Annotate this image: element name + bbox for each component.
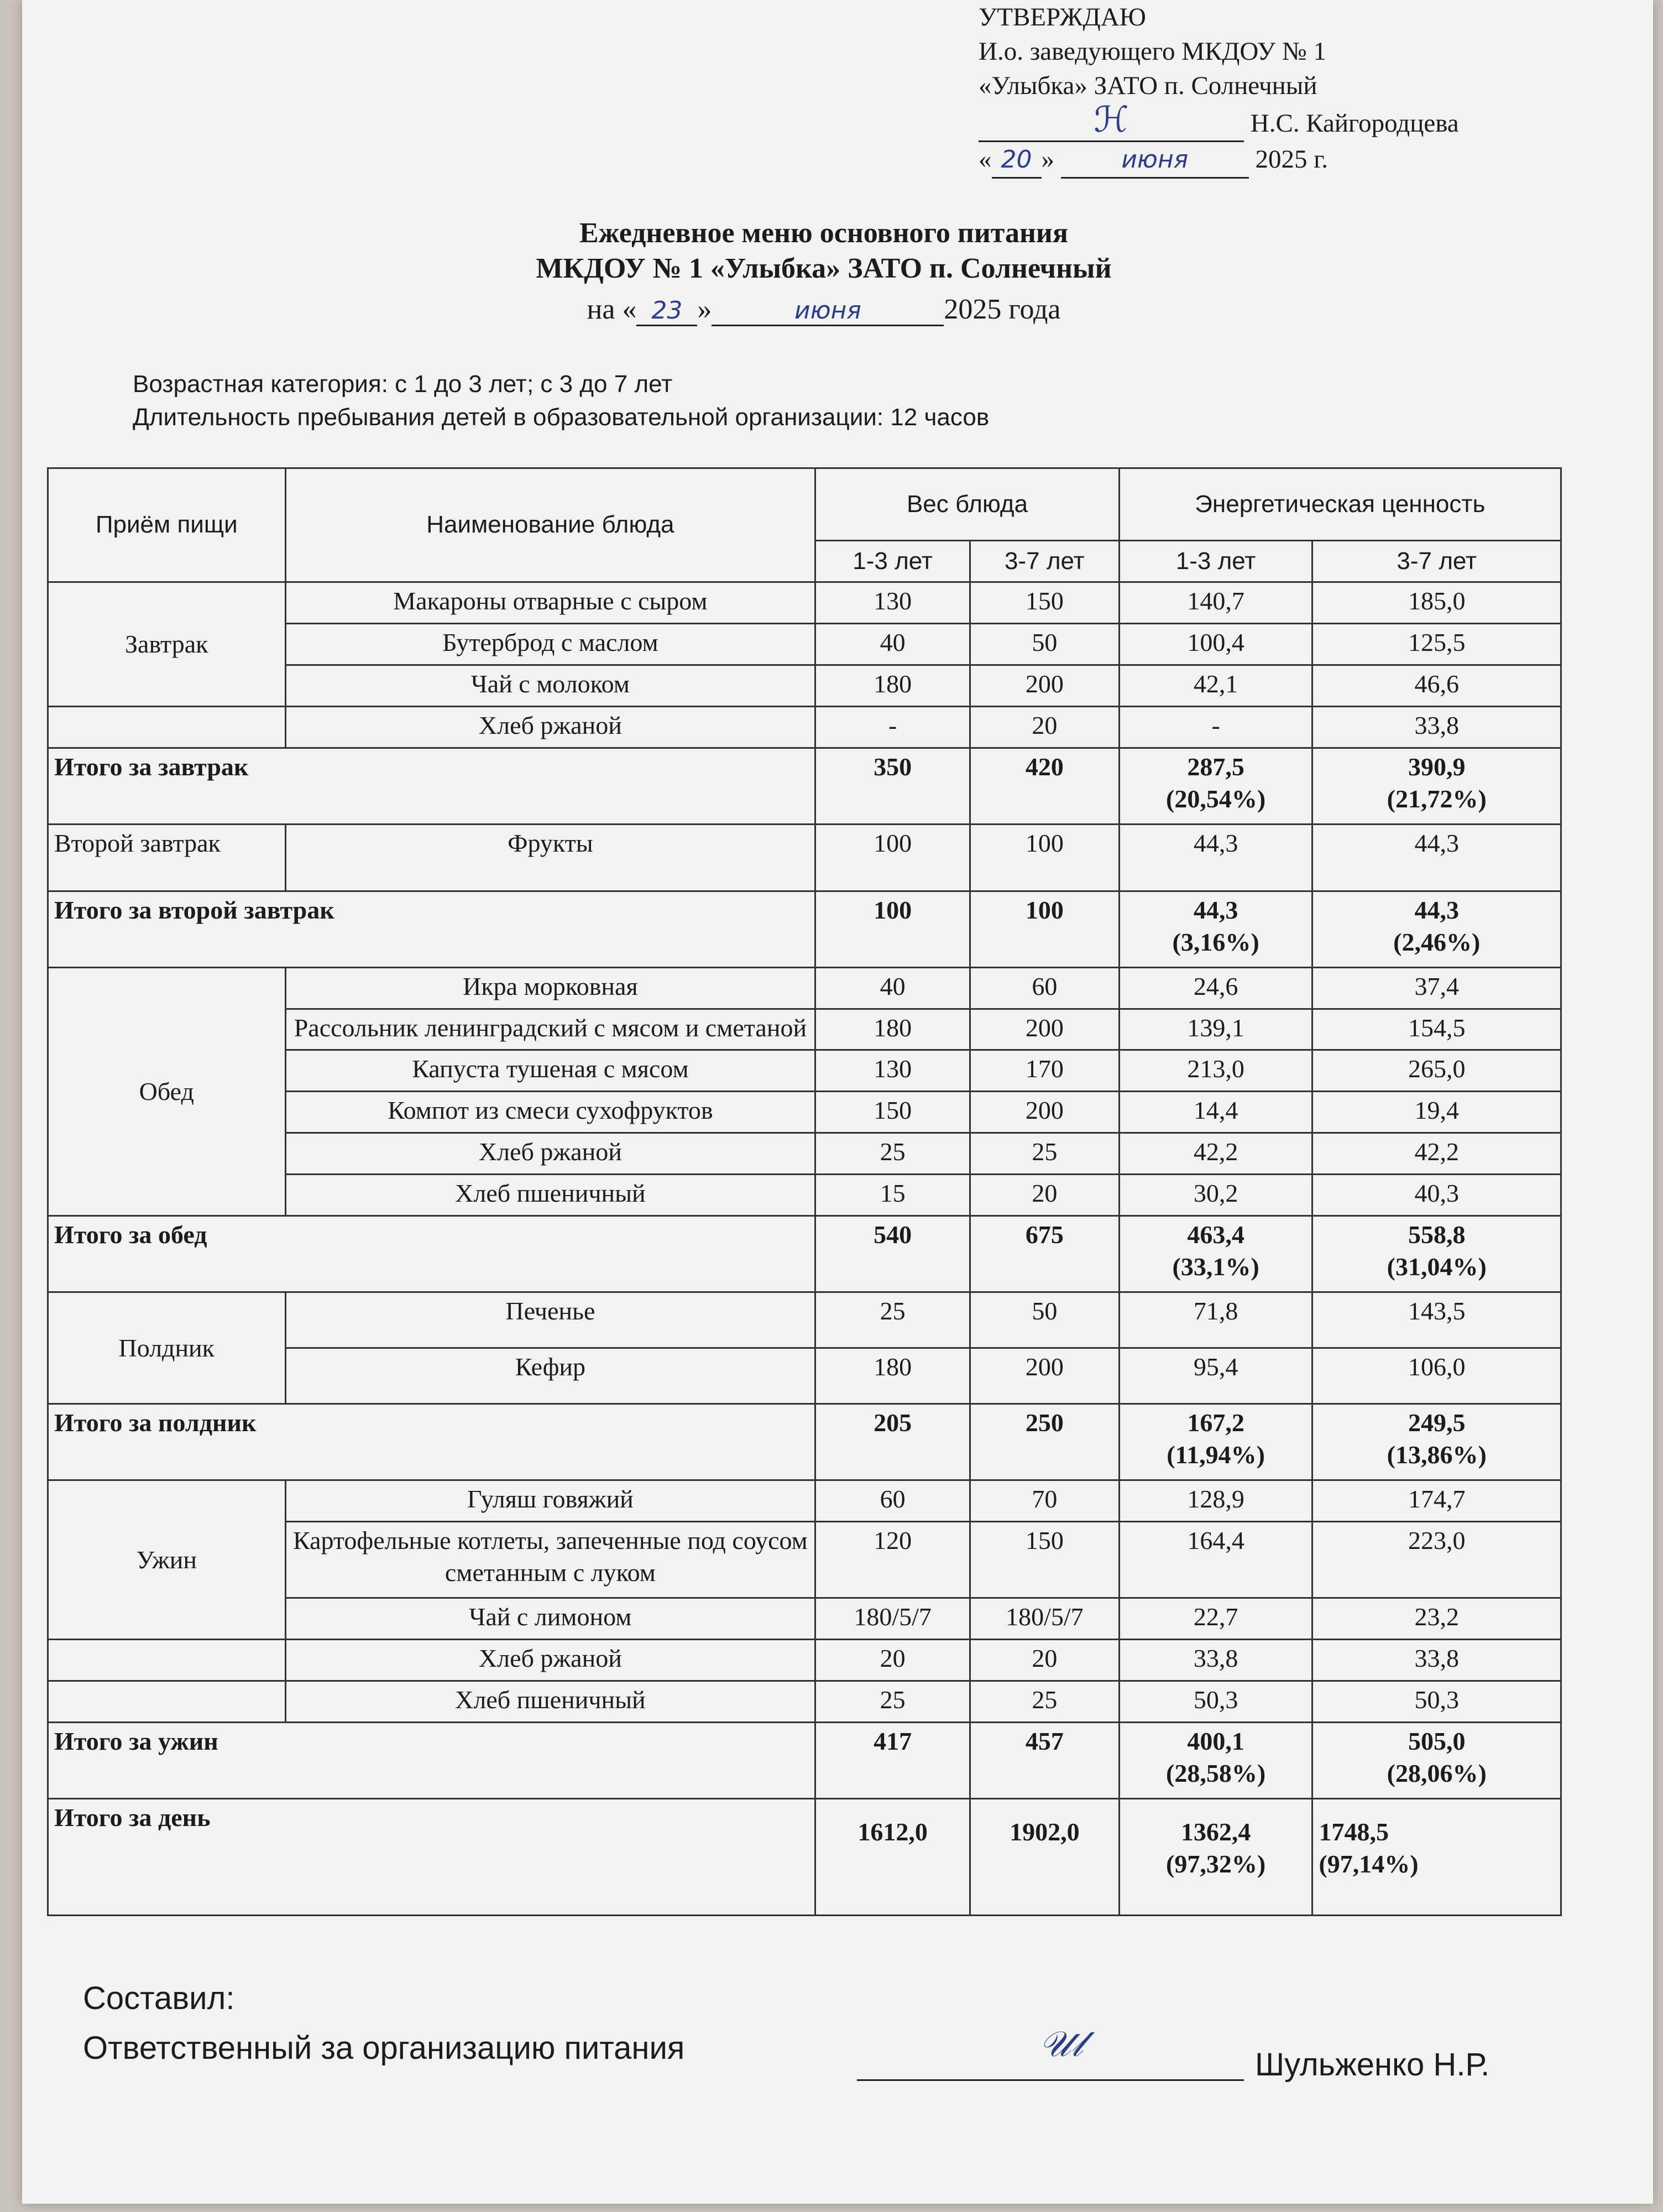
weight-3-7: 150	[970, 1522, 1119, 1598]
weight-1-3: 150	[815, 1092, 970, 1133]
energy-3-7: 174,7	[1312, 1480, 1561, 1522]
total-energy-value: 44,3	[1193, 895, 1238, 924]
total-label: Итого за полдник	[48, 1404, 815, 1480]
meal-breakfast: Завтрак	[48, 582, 286, 706]
energy-3-7: 265,0	[1312, 1050, 1561, 1092]
energy-1-3: 30,2	[1119, 1175, 1312, 1216]
total-energy-value: 390,9	[1408, 752, 1466, 781]
energy-1-3: 213,0	[1119, 1050, 1312, 1092]
total-label: Итого за второй завтрак	[48, 891, 815, 967]
snack-total-row	[48, 1404, 1561, 1480]
weight-1-3: 25	[815, 1292, 970, 1348]
energy-3-7: 185,0	[1312, 582, 1561, 623]
total-weight-3-7: 457	[970, 1722, 1119, 1798]
col-weight-header: Вес блюда	[815, 468, 1120, 541]
menu-date	[22, 293, 1625, 326]
approval-day: 20	[992, 143, 1042, 179]
dish-name: Компот из смеси сухофруктов	[285, 1092, 815, 1133]
dish-name: Чай с молоком	[285, 665, 815, 706]
approval-signature-field	[979, 100, 1244, 142]
energy-3-7: 143,5	[1312, 1292, 1561, 1348]
total-weight-1-3: 350	[815, 748, 970, 824]
approval-block	[979, 0, 1531, 179]
total-energy-value: 1362,4	[1180, 1818, 1251, 1846]
total-energy-percent: (31,04%)	[1387, 1253, 1487, 1281]
menu-date-mid: »	[697, 294, 712, 325]
energy-3-7: 19,4	[1312, 1092, 1561, 1133]
empty-meal-cell	[48, 706, 286, 748]
total-energy-percent: (21,72%)	[1387, 784, 1487, 813]
stay-duration: Длительность пребывания детей в образовательной организации: 12 часов	[133, 404, 990, 431]
energy-3-7: 33,8	[1312, 1639, 1561, 1681]
total-energy-3-7	[1312, 748, 1561, 824]
weight-1-3: 20	[815, 1639, 970, 1681]
weight-1-3-header: 1-3 лет	[815, 541, 970, 582]
approval-position-2: «Улыбка» ЗАТО п. Солнечный	[979, 71, 1317, 100]
weight-3-7: 180/5/7	[970, 1598, 1119, 1640]
total-energy-value: 249,5	[1408, 1408, 1466, 1437]
energy-1-3: 33,8	[1119, 1639, 1312, 1681]
approval-heading: УТВЕРЖДАЮ	[979, 3, 1146, 32]
energy-3-7: 44,3	[1312, 824, 1561, 891]
empty-meal-cell	[48, 1639, 286, 1681]
approval-signature-line	[979, 100, 1531, 142]
dish-name: Рассольник ленинградский с мясом и сметаной	[285, 1009, 815, 1050]
energy-1-3: 42,1	[1119, 665, 1312, 706]
energy-1-3: 50,3	[1119, 1681, 1312, 1722]
meal-lunch: Обед	[48, 967, 286, 1216]
weight-3-7: 70	[970, 1480, 1119, 1522]
menu-date-suffix: 2025 года	[944, 294, 1061, 325]
total-energy-percent: (3,16%)	[1172, 927, 1259, 956]
energy-1-3: 140,7	[1119, 582, 1312, 623]
total-energy-value: 463,4	[1187, 1220, 1244, 1249]
approval-signatory: Н.С. Кайгородцева	[1250, 109, 1459, 138]
weight-3-7: 20	[970, 706, 1119, 748]
menu-table	[47, 467, 1562, 1916]
breakfast-total-row	[48, 748, 1561, 824]
energy-1-3: -	[1119, 706, 1312, 748]
approval-signature-mark: ℋ	[1094, 100, 1129, 140]
weight-3-7: 100	[970, 824, 1119, 891]
dinner-total-row	[48, 1722, 1561, 1798]
weight-1-3: 180/5/7	[815, 1598, 970, 1640]
total-energy-value: 505,0	[1408, 1726, 1466, 1755]
table-row	[48, 706, 1561, 748]
total-label: Итого за обед	[48, 1216, 815, 1292]
second-breakfast-total-row	[48, 891, 1561, 967]
weight-1-3: 15	[815, 1175, 970, 1216]
weight-3-7: 50	[970, 623, 1119, 665]
weight-3-7: 20	[970, 1639, 1119, 1681]
energy-3-7-header: 3-7 лет	[1312, 541, 1561, 582]
menu-date-day: 23	[636, 296, 697, 326]
approval-position-1: И.о. заведующего МКДОУ № 1	[979, 37, 1326, 66]
dish-name: Картофельные котлеты, запеченные под соусом сметанным с луком	[285, 1522, 815, 1598]
table-row	[48, 582, 1561, 623]
table-row	[48, 1681, 1561, 1722]
energy-1-3: 44,3	[1119, 824, 1312, 891]
dish-name: Хлеб ржаной	[285, 1639, 815, 1681]
age-category: Возрастная категория: с 1 до 3 лет; с 3 до 7 лет	[133, 371, 673, 398]
weight-1-3: 130	[815, 1050, 970, 1092]
energy-3-7: 40,3	[1312, 1175, 1561, 1216]
total-energy-percent: (97,32%)	[1166, 1850, 1266, 1878]
lunch-total-row	[48, 1216, 1561, 1292]
col-meal-header: Приём пищи	[48, 468, 286, 582]
weight-1-3: 25	[815, 1133, 970, 1175]
energy-1-3: 164,4	[1119, 1522, 1312, 1598]
signature-mark: 𝒰𝓁	[1039, 2024, 1083, 2065]
table-row	[48, 1639, 1561, 1681]
weight-3-7: 60	[970, 967, 1119, 1009]
energy-1-3: 42,2	[1119, 1133, 1312, 1175]
weight-3-7: 200	[970, 665, 1119, 706]
responsible-name: Шульженко Н.Р.	[1255, 2047, 1490, 2083]
total-energy-3-7	[1312, 1799, 1561, 1916]
total-energy-3-7	[1312, 891, 1561, 967]
weight-3-7: 170	[970, 1050, 1119, 1092]
weight-3-7: 25	[970, 1133, 1119, 1175]
table-row	[48, 1292, 1561, 1348]
dish-name: Бутерброд с маслом	[285, 623, 815, 665]
energy-1-3: 100,4	[1119, 623, 1312, 665]
total-energy-value: 1748,5	[1319, 1818, 1389, 1846]
col-energy-header: Энергетическая ценность	[1119, 468, 1561, 541]
dish-name: Кефир	[285, 1348, 815, 1404]
energy-3-7: 154,5	[1312, 1009, 1561, 1050]
energy-3-7: 46,6	[1312, 665, 1561, 706]
total-weight-1-3: 205	[815, 1404, 970, 1480]
compiled-by-label: Составил:	[83, 1980, 235, 2016]
approval-date	[979, 142, 1531, 179]
energy-1-3: 22,7	[1119, 1598, 1312, 1640]
weight-1-3: 40	[815, 623, 970, 665]
dish-name: Фрукты	[285, 824, 815, 891]
total-energy-1-3	[1119, 1722, 1312, 1798]
total-energy-percent: (13,86%)	[1387, 1441, 1487, 1469]
energy-3-7: 223,0	[1312, 1522, 1561, 1598]
energy-1-3: 14,4	[1119, 1092, 1312, 1133]
document-title-1: Ежедневное меню основного питания	[579, 217, 1069, 249]
total-energy-percent: (2,46%)	[1393, 927, 1481, 956]
energy-3-7: 37,4	[1312, 967, 1561, 1009]
total-weight-1-3: 1612,0	[815, 1799, 970, 1916]
table-row	[48, 1480, 1561, 1522]
total-weight-3-7: 100	[970, 891, 1119, 967]
signature-line	[857, 2024, 1244, 2081]
weight-3-7: 25	[970, 1681, 1119, 1722]
empty-meal-cell	[48, 1681, 286, 1722]
weight-3-7: 150	[970, 582, 1119, 623]
total-energy-3-7	[1312, 1404, 1561, 1480]
total-energy-3-7	[1312, 1722, 1561, 1798]
total-energy-value: 44,3	[1414, 895, 1459, 924]
document-sheet	[22, 0, 1653, 2204]
dish-name: Печенье	[285, 1292, 815, 1348]
total-energy-value: 287,5	[1187, 752, 1244, 781]
approval-day-open: «	[979, 145, 992, 174]
approval-year: 2025 г.	[1255, 145, 1328, 174]
dish-name: Икра морковная	[285, 967, 815, 1009]
meal-second-breakfast: Второй завтрак	[48, 824, 286, 891]
total-energy-1-3	[1119, 1216, 1312, 1292]
total-energy-percent: (33,1%)	[1172, 1253, 1259, 1281]
dish-name: Гуляш говяжий	[285, 1480, 815, 1522]
total-weight-1-3: 540	[815, 1216, 970, 1292]
total-label: Итого за ужин	[48, 1722, 815, 1798]
total-energy-1-3	[1119, 891, 1312, 967]
total-weight-3-7: 1902,0	[970, 1799, 1119, 1916]
weight-1-3: 120	[815, 1522, 970, 1598]
dish-name: Чай с лимоном	[285, 1598, 815, 1640]
total-energy-1-3	[1119, 748, 1312, 824]
weight-1-3: 25	[815, 1681, 970, 1722]
energy-1-3-header: 1-3 лет	[1119, 541, 1312, 582]
table-row	[48, 824, 1561, 891]
table-header-row	[48, 468, 1561, 541]
energy-3-7: 33,8	[1312, 706, 1561, 748]
total-energy-percent: (11,94%)	[1167, 1441, 1265, 1469]
menu-date-prefix: на «	[587, 294, 637, 325]
weight-1-3: 180	[815, 665, 970, 706]
dish-name: Макароны отварные с сыром	[285, 582, 815, 623]
total-weight-1-3: 417	[815, 1722, 970, 1798]
energy-1-3: 128,9	[1119, 1480, 1312, 1522]
total-weight-1-3: 100	[815, 891, 970, 967]
total-label: Итого за завтрак	[48, 748, 815, 824]
total-energy-percent: (97,14%)	[1319, 1850, 1419, 1878]
weight-3-7: 200	[970, 1092, 1119, 1133]
weight-1-3: 130	[815, 582, 970, 623]
energy-3-7: 23,2	[1312, 1598, 1561, 1640]
weight-1-3: 180	[815, 1009, 970, 1050]
table-row	[48, 967, 1561, 1009]
dish-name: Хлеб ржаной	[285, 1133, 815, 1175]
dish-name: Капуста тушеная с мясом	[285, 1050, 815, 1092]
meal-dinner: Ужин	[48, 1480, 286, 1640]
weight-1-3: 60	[815, 1480, 970, 1522]
weight-1-3: 40	[815, 967, 970, 1009]
dish-name: Хлеб пшеничный	[285, 1681, 815, 1722]
energy-3-7: 42,2	[1312, 1133, 1561, 1175]
weight-1-3: -	[815, 706, 970, 748]
weight-1-3: 100	[815, 824, 970, 891]
total-energy-value: 558,8	[1408, 1220, 1466, 1249]
menu-date-month: июня	[712, 296, 944, 326]
weight-3-7: 20	[970, 1175, 1119, 1216]
total-weight-3-7: 250	[970, 1404, 1119, 1480]
total-energy-value: 400,1	[1187, 1726, 1244, 1755]
energy-3-7: 50,3	[1312, 1681, 1561, 1722]
responsible-label: Ответственный за организацию питания	[83, 2030, 685, 2066]
weight-3-7: 50	[970, 1292, 1119, 1348]
energy-1-3: 71,8	[1119, 1292, 1312, 1348]
total-weight-3-7: 420	[970, 748, 1119, 824]
energy-1-3: 95,4	[1119, 1348, 1312, 1404]
total-energy-3-7	[1312, 1216, 1561, 1292]
energy-1-3: 139,1	[1119, 1009, 1312, 1050]
total-energy-value: 167,2	[1187, 1408, 1244, 1437]
total-energy-1-3	[1119, 1799, 1312, 1916]
document-title-2: МКДОУ № 1 «Улыбка» ЗАТО п. Солнечный	[536, 253, 1112, 284]
weight-3-7: 200	[970, 1009, 1119, 1050]
weight-3-7: 200	[970, 1348, 1119, 1404]
energy-3-7: 106,0	[1312, 1348, 1561, 1404]
total-energy-percent: (28,06%)	[1387, 1759, 1487, 1787]
weight-1-3: 180	[815, 1348, 970, 1404]
dish-name: Хлеб ржаной	[285, 706, 815, 748]
total-label: Итого за день	[48, 1799, 815, 1916]
col-dish-header: Наименование блюда	[285, 468, 815, 582]
total-energy-percent: (20,54%)	[1166, 784, 1266, 813]
dish-name: Хлеб пшеничный	[285, 1175, 815, 1216]
day-total-row	[48, 1799, 1561, 1916]
meal-snack: Полдник	[48, 1292, 286, 1404]
total-energy-1-3	[1119, 1404, 1312, 1480]
energy-1-3: 24,6	[1119, 967, 1312, 1009]
energy-3-7: 125,5	[1312, 623, 1561, 665]
total-energy-percent: (28,58%)	[1166, 1759, 1266, 1787]
approval-month: июня	[1061, 143, 1249, 179]
total-weight-3-7: 675	[970, 1216, 1119, 1292]
approval-day-close: »	[1041, 145, 1054, 174]
weight-3-7-header: 3-7 лет	[970, 541, 1119, 582]
